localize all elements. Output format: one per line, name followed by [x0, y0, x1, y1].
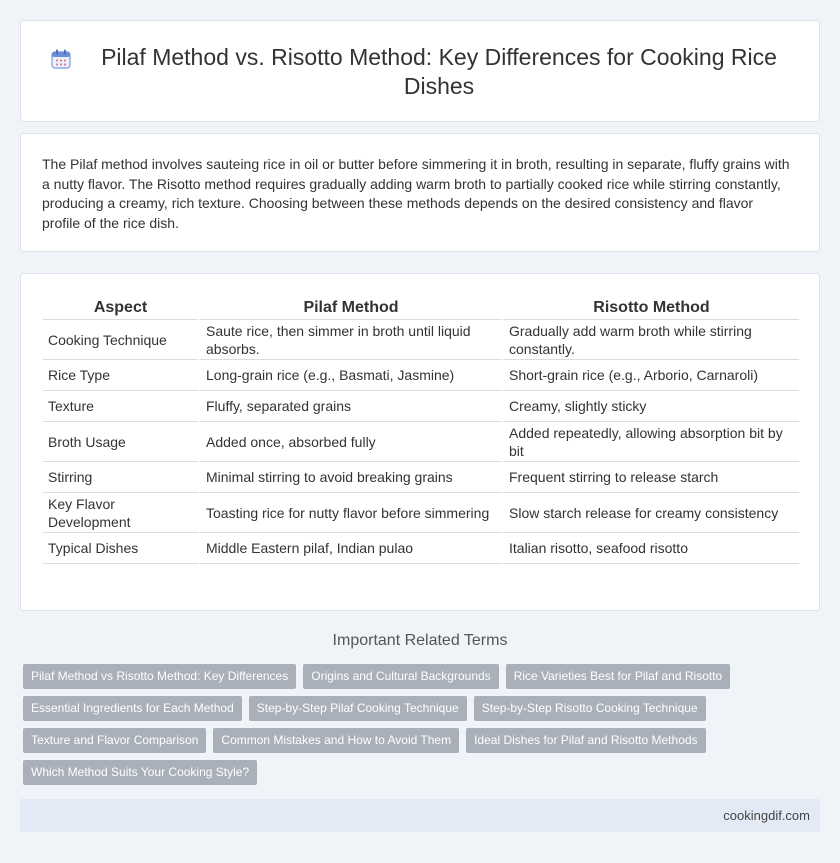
tag-row: [23, 664, 823, 689]
table-cell: Slow starch release for creamy consistency: [501, 493, 799, 533]
table-cell: Toasting rice for nutty flavor before simmering: [198, 493, 501, 533]
related-tag[interactable]: Step-by-Step Pilaf Cooking Technique: [249, 696, 467, 721]
table-row: [43, 360, 799, 391]
table-cell: Rice Type: [43, 360, 198, 391]
table-cell: Saute rice, then simmer in broth until liquid absorbs.: [198, 320, 501, 360]
related-tag[interactable]: Which Method Suits Your Cooking Style?: [23, 760, 257, 785]
intro-paragraph: The Pilaf method involves sauteing rice in oil or butter before simmering it in broth, resulting in separate, fluffy grains with a nutty flavor. The Risotto method requires gradually adding warm broth to partially cooked rice while stirring constantly, producing a creamy, rich texture. Choosing between these methods depends on the desired consistency and flavor profile of the rice dish.: [42, 156, 790, 231]
tag-row: [23, 696, 823, 721]
comparison-table: [43, 296, 799, 564]
related-tag[interactable]: Essential Ingredients for Each Method: [23, 696, 242, 721]
related-terms-title: Important Related Terms: [332, 632, 508, 649]
related-terms-tags: [23, 664, 823, 792]
table-cell: Minimal stirring to avoid breaking grains: [198, 462, 501, 493]
table-cell: Stirring: [43, 462, 198, 493]
related-tag[interactable]: Texture and Flavor Comparison: [23, 728, 206, 753]
related-tag[interactable]: Pilaf Method vs Risotto Method: Key Differences: [23, 664, 296, 689]
header-risotto: Risotto Method: [501, 296, 799, 320]
table-row: [43, 493, 799, 533]
table-row: [43, 320, 799, 360]
table-cell: Middle Eastern pilaf, Indian pulao: [198, 533, 501, 564]
footer-site-link[interactable]: cookingdif.com: [723, 808, 810, 823]
table-cell: Short-grain rice (e.g., Arborio, Carnaroli): [501, 360, 799, 391]
related-tag[interactable]: Step-by-Step Risotto Cooking Technique: [474, 696, 706, 721]
related-tag[interactable]: Origins and Cultural Backgrounds: [303, 664, 498, 689]
table-cell: Key Flavor Development: [43, 493, 198, 533]
table-cell: Fluffy, separated grains: [198, 391, 501, 422]
footer: [20, 799, 820, 832]
title-wrap: [49, 43, 799, 101]
table-cell: Typical Dishes: [43, 533, 198, 564]
table-cell: Gradually add warm broth while stirring constantly.: [501, 320, 799, 360]
title-card: [20, 20, 820, 122]
tag-row: [23, 728, 823, 753]
related-tag[interactable]: Common Mistakes and How to Avoid Them: [213, 728, 459, 753]
comparison-table-card: [20, 273, 820, 611]
intro-card: [20, 133, 820, 252]
table-row: [43, 462, 799, 493]
table-cell: Cooking Technique: [43, 320, 198, 360]
related-tag[interactable]: Ideal Dishes for Pilaf and Risotto Methods: [466, 728, 705, 753]
table-cell: Frequent stirring to release starch: [501, 462, 799, 493]
header-pilaf: Pilaf Method: [198, 296, 501, 320]
table-cell: Added once, absorbed fully: [198, 422, 501, 462]
table-row: [43, 391, 799, 422]
table-cell: Long-grain rice (e.g., Basmati, Jasmine): [198, 360, 501, 391]
related-tag[interactable]: Rice Varieties Best for Pilaf and Risotto: [506, 664, 731, 689]
table-cell: Added repeatedly, allowing absorption bit by bit: [501, 422, 799, 462]
tag-row: [23, 760, 823, 785]
table-row: [43, 422, 799, 462]
table-cell: Creamy, slightly sticky: [501, 391, 799, 422]
table-cell: Italian risotto, seafood risotto: [501, 533, 799, 564]
page-title: Pilaf Method vs. Risotto Method: Key Differences for Cooking Rice Dishes: [101, 44, 777, 99]
header-aspect: Aspect: [43, 296, 198, 320]
table-header-row: [43, 296, 799, 320]
table-row: [43, 533, 799, 564]
table-cell: Broth Usage: [43, 422, 198, 462]
table-cell: Texture: [43, 391, 198, 422]
